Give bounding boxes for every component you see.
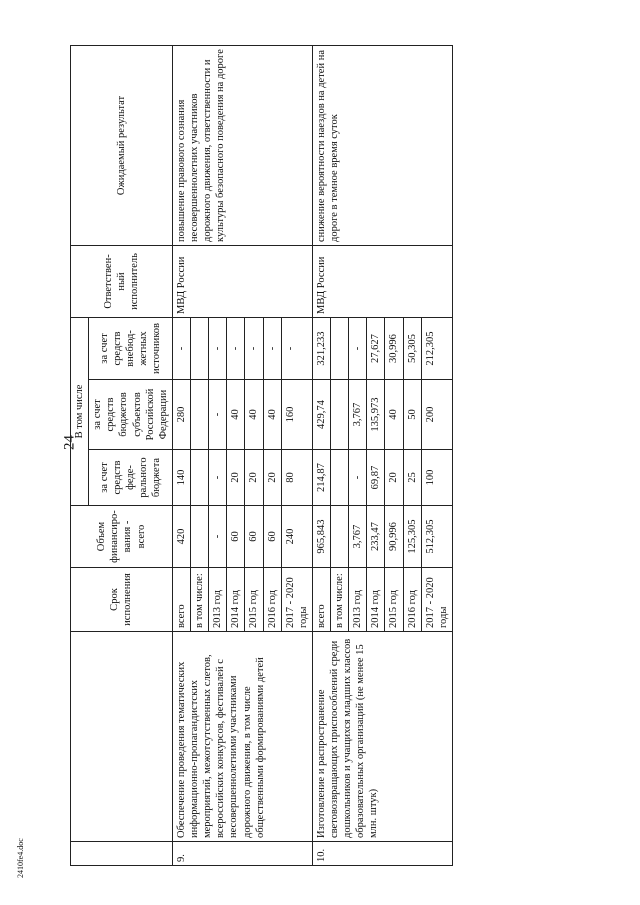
subj-cell bbox=[191, 380, 209, 450]
subj-cell: 160 bbox=[281, 380, 312, 450]
extra-cell: 212,305 bbox=[421, 317, 452, 379]
subj-cell: 40 bbox=[245, 380, 263, 450]
fed-cell: 20 bbox=[245, 450, 263, 506]
header-extra: за счет средств внебюд-жетных источников bbox=[89, 317, 173, 379]
fed-cell: - bbox=[349, 450, 367, 506]
volume-cell: - bbox=[209, 506, 227, 568]
volume-cell bbox=[191, 506, 209, 568]
term-cell: 2013 год bbox=[209, 568, 227, 632]
header-fed: за счет средств феде-рального бюджета bbox=[89, 450, 173, 506]
rotated-table-sheet bbox=[70, 46, 582, 866]
subj-cell: 280 bbox=[172, 380, 190, 450]
extra-cell: 27,627 bbox=[367, 317, 385, 379]
header-volume: Объем финансиро-вания - всего bbox=[71, 506, 173, 568]
fed-cell: 25 bbox=[403, 450, 421, 506]
header-num bbox=[71, 842, 173, 866]
term-cell: 2014 год bbox=[367, 568, 385, 632]
volume-cell: 125,305 bbox=[403, 506, 421, 568]
extra-cell: - bbox=[227, 317, 245, 379]
volume-cell: 3,767 bbox=[349, 506, 367, 568]
table-row bbox=[312, 45, 330, 865]
volume-cell: 233,47 bbox=[367, 506, 385, 568]
header-result: Ожидаемый результат bbox=[71, 45, 173, 245]
volume-cell: 512,305 bbox=[421, 506, 452, 568]
fed-cell: 100 bbox=[421, 450, 452, 506]
term-cell: в том числе: bbox=[331, 568, 349, 632]
fed-cell: 20 bbox=[263, 450, 281, 506]
fed-cell: 214,87 bbox=[312, 450, 330, 506]
extra-cell bbox=[191, 317, 209, 379]
table-body bbox=[172, 45, 452, 865]
term-cell: всего bbox=[312, 568, 330, 632]
term-cell: 2017 - 2020 годы bbox=[421, 568, 452, 632]
responsible-cell: МВД России bbox=[172, 245, 312, 317]
subj-cell: 40 bbox=[227, 380, 245, 450]
volume-cell: 90,996 bbox=[385, 506, 403, 568]
subj-cell: 429,74 bbox=[312, 380, 330, 450]
term-cell: в том числе: bbox=[191, 568, 209, 632]
result-cell: снижение вероятности наездов на детей на дороге в темное время суток bbox=[312, 45, 452, 245]
header-event bbox=[71, 632, 173, 842]
result-cell: повышение правового сознания несовершеннолетних участников дорожного движения, ответственности и культуры безопасного поведения на дороге bbox=[172, 45, 312, 245]
row-number: 10. bbox=[312, 842, 452, 866]
volume-cell bbox=[331, 506, 349, 568]
subj-cell: 40 bbox=[385, 380, 403, 450]
event-description: Изготовление и распространение световозвращающих приспособлений среди дошкольников и учащихся младших классов образовательных организаций (не менее 15 млн. штук) bbox=[312, 632, 452, 842]
volume-cell: 420 bbox=[172, 506, 190, 568]
header-in-that: В том числе bbox=[71, 317, 89, 505]
term-cell: 2013 год bbox=[349, 568, 367, 632]
extra-cell: - bbox=[245, 317, 263, 379]
extra-cell bbox=[331, 317, 349, 379]
fed-cell bbox=[331, 450, 349, 506]
event-description: Обеспечение проведения тематических информационно-пропагандистских мероприятий, межотсутственных слетов, всероссийских конкурсов, фестивалей с несовершеннолетними участниками дорожного движения, в том числе общественными формированиями детей bbox=[172, 632, 312, 842]
subj-cell: 50 bbox=[403, 380, 421, 450]
header-term: Срок исполнения bbox=[71, 568, 173, 632]
term-cell: 2017 - 2020 годы bbox=[281, 568, 312, 632]
term-cell: 2015 год bbox=[245, 568, 263, 632]
fed-cell: - bbox=[209, 450, 227, 506]
extra-cell: - bbox=[172, 317, 190, 379]
subj-cell: 40 bbox=[263, 380, 281, 450]
volume-cell: 965,843 bbox=[312, 506, 330, 568]
extra-cell: - bbox=[263, 317, 281, 379]
subj-cell: 3,767 bbox=[349, 380, 367, 450]
volume-cell: 240 bbox=[281, 506, 312, 568]
term-cell: 2014 год bbox=[227, 568, 245, 632]
subj-cell: 200 bbox=[421, 380, 452, 450]
extra-cell: - bbox=[209, 317, 227, 379]
subj-cell bbox=[331, 380, 349, 450]
responsible-cell: МВД России bbox=[312, 245, 452, 317]
volume-cell: 60 bbox=[227, 506, 245, 568]
fed-cell: 20 bbox=[385, 450, 403, 506]
term-cell: 2016 год bbox=[403, 568, 421, 632]
program-table bbox=[70, 45, 453, 866]
term-cell: 2015 год bbox=[385, 568, 403, 632]
table-row bbox=[172, 45, 190, 865]
fed-cell: 69,87 bbox=[367, 450, 385, 506]
extra-cell: 50,305 bbox=[403, 317, 421, 379]
header-row-1 bbox=[71, 45, 89, 865]
fed-cell bbox=[191, 450, 209, 506]
subj-cell: - bbox=[209, 380, 227, 450]
fed-cell: 80 bbox=[281, 450, 312, 506]
header-responsible: Ответствен-ный исполнитель bbox=[71, 245, 173, 317]
volume-cell: 60 bbox=[263, 506, 281, 568]
page-number: 24 bbox=[61, 435, 78, 450]
subj-cell: 135,973 bbox=[367, 380, 385, 450]
footer-filename: 2410fe4.doc bbox=[16, 838, 25, 878]
row-number: 9. bbox=[172, 842, 312, 866]
fed-cell: 20 bbox=[227, 450, 245, 506]
volume-cell: 60 bbox=[245, 506, 263, 568]
extra-cell: 30,996 bbox=[385, 317, 403, 379]
fed-cell: 140 bbox=[172, 450, 190, 506]
term-cell: всего bbox=[172, 568, 190, 632]
extra-cell: 321,233 bbox=[312, 317, 330, 379]
extra-cell: - bbox=[281, 317, 312, 379]
extra-cell: - bbox=[349, 317, 367, 379]
header-subj: за счет средств бюджетов субъектов Российской Федерации bbox=[89, 380, 173, 450]
term-cell: 2016 год bbox=[263, 568, 281, 632]
